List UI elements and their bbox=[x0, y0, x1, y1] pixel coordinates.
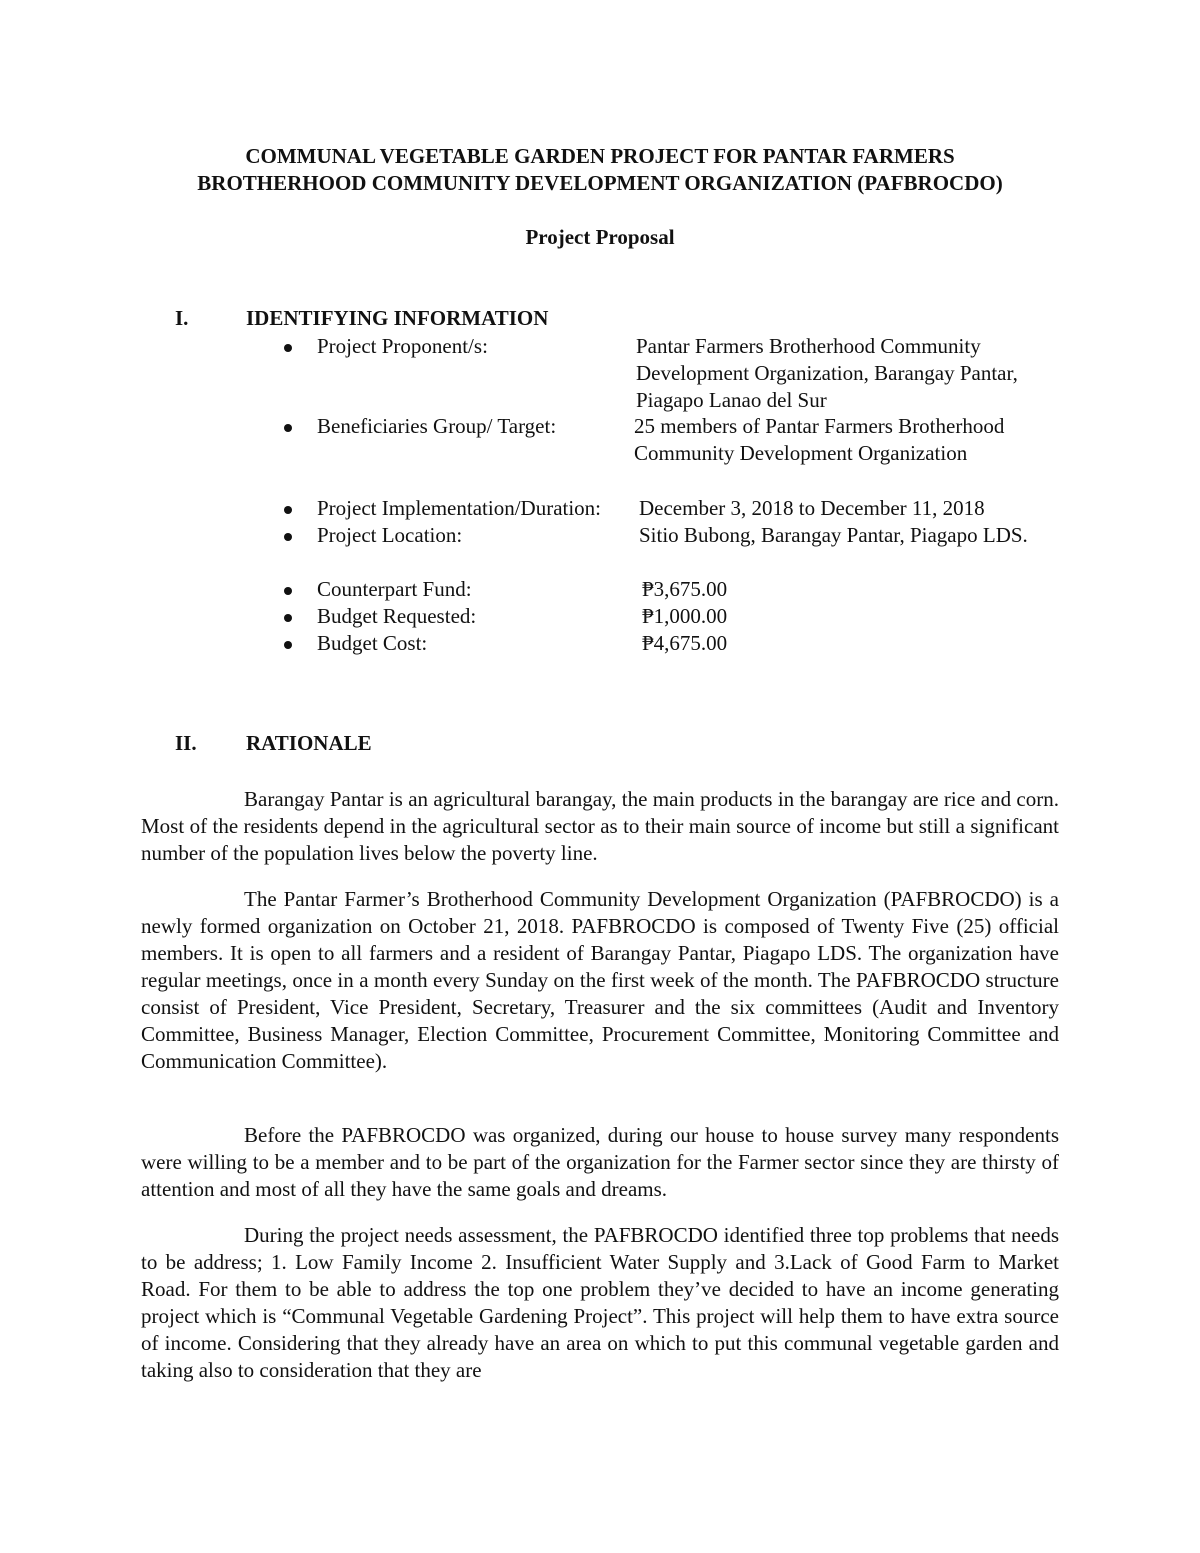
bullet-icon bbox=[284, 506, 292, 514]
info-label: Project Implementation/Duration: bbox=[317, 496, 602, 520]
info-label: Beneficiaries Group/ Target: bbox=[317, 414, 557, 438]
section-title: RATIONALE bbox=[246, 731, 372, 755]
section-heading-rationale bbox=[175, 730, 372, 757]
bullet-icon bbox=[284, 344, 292, 352]
info-label: Counterpart Fund: bbox=[317, 577, 472, 601]
rationale-paragraph-2: The Pantar Farmer’s Brotherhood Community Development Organization (PAFBROCDO) is a newly formed organization on October 21, 2018. PAFBROCDO is composed of Twenty Five (25) official members. It is open to all farmers and a resident of Barangay Pantar, Piagapo LDS. The organization have regular meetings, once in a month every Sunday on the first week of the month. The PAFBROCDO structure consist of President, Vice President, Secretary, Treasurer and the six committees (Audit and Inventory Committee, Business Manager, Election Committee, Procurement Committee, Monitoring Committee and Communication Committee). bbox=[141, 887, 1059, 1073]
bullet-icon bbox=[284, 587, 292, 595]
bullet-icon bbox=[284, 614, 292, 622]
info-label: Project Proponent/s: bbox=[317, 334, 488, 358]
rationale-paragraph-4: During the project needs assessment, the PAFBROCDO identified three top problems that needs to be address; 1. Low Family Income 2. Insufficient Water Supply and 3.Lack of Good Farm to Market Road. For them to be able to address the top one problem they’ve decided to have an income generating project which is “Communal Vegetable Gardening Project”. This project will help them to have extra source of income. Considering that they already have an area on which to put this communal vegetable garden and taking also to consideration that they are bbox=[141, 1223, 1059, 1382]
info-label: Project Location: bbox=[317, 523, 463, 547]
info-value: ₱4,675.00 bbox=[642, 631, 728, 655]
section-number: II. bbox=[175, 731, 197, 755]
section-heading-identifying-information bbox=[175, 305, 548, 332]
info-value: Sitio Bubong, Barangay Pantar, Piagapo LDS. bbox=[639, 523, 1028, 547]
info-value: 25 members of Pantar Farmers Brotherhood Community Development Organization bbox=[634, 414, 1005, 465]
info-value: December 3, 2018 to December 11, 2018 bbox=[639, 496, 985, 520]
bullet-icon bbox=[284, 424, 292, 432]
rationale-paragraph-1: Barangay Pantar is an agricultural barangay, the main products in the barangay are rice and corn. Most of the residents depend in the agricultural sector as to their main source of income but still a significant number of the population lives below the poverty line. bbox=[141, 787, 1059, 865]
section-title: IDENTIFYING INFORMATION bbox=[246, 306, 549, 330]
document-title-line-2: BROTHERHOOD COMMUNITY DEVELOPMENT ORGANIZATION (PAFBROCDO) bbox=[197, 171, 1003, 195]
section-number: I. bbox=[175, 306, 189, 330]
document-title-line-1: COMMUNAL VEGETABLE GARDEN PROJECT FOR PANTAR FARMERS bbox=[245, 144, 955, 168]
info-label: Budget Requested: bbox=[317, 604, 477, 628]
info-value: ₱1,000.00 bbox=[642, 604, 728, 628]
document-subtitle: Project Proposal bbox=[525, 225, 675, 249]
rationale-paragraph-3: Before the PAFBROCDO was organized, during our house to house survey many respondents were willing to be a member and to be part of the organization for the Farmer sector since they are thirsty of attention and most of all they have the same goals and dreams. bbox=[141, 1123, 1059, 1201]
bullet-icon bbox=[284, 641, 292, 649]
info-value: ₱3,675.00 bbox=[642, 577, 728, 601]
info-value: Pantar Farmers Brotherhood Community Development Organization, Barangay Pantar, Piagapo Lanao del Sur bbox=[636, 334, 1018, 412]
info-label: Budget Cost: bbox=[317, 631, 428, 655]
bullet-icon bbox=[284, 533, 292, 541]
